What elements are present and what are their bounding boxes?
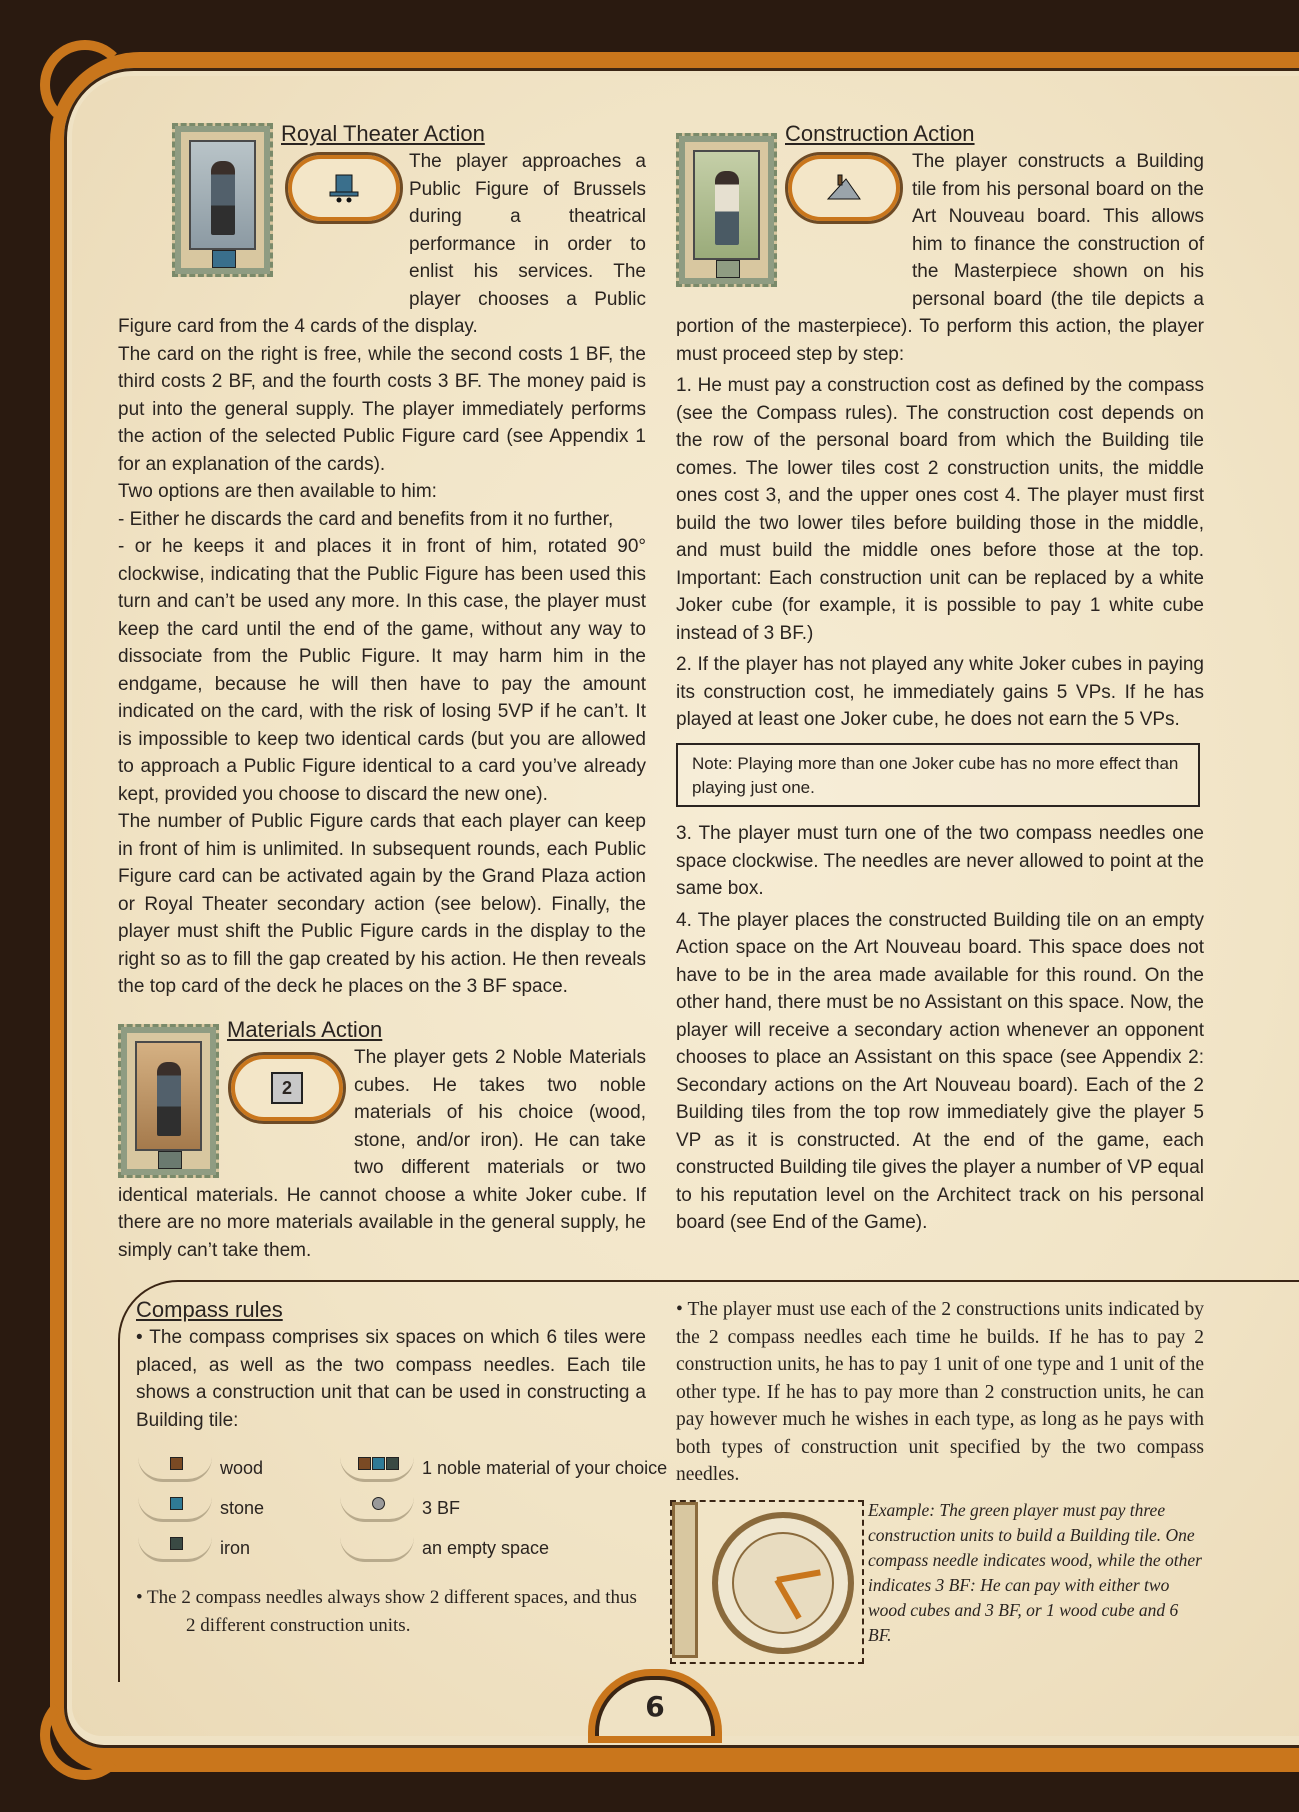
materials-section <box>118 1016 646 1264</box>
construction-steps-cont <box>676 820 1204 1237</box>
construction-section <box>676 120 1204 734</box>
compass-right-text: • The player must use each of the 2 constructions units indicated by the 2 compass needles each time he builds. If he has to pay 2 construction units, he has to pay 1 unit of one type and 1 unit of the other type. If he has to pay more than 2 construction units, he can pay however much he wishes in each type, as long as he pays with both types of construction unit specified by the two compass needles. <box>676 1299 1204 1485</box>
royal-theater-p2: The card on the right is free, while the second costs 1 BF, the third costs 2 BF, and the fourth costs 3 BF. The money paid is put into the general supply. The player immediately performs the action of the selected Public Figure card (see Appendix 1 for an explanation of the cards). <box>118 343 646 475</box>
construction-step-3: 3. The player must turn one of the two compass needles one space clockwise. The needles are never allowed to point at the same box. <box>676 823 1204 899</box>
royal-theater-p4: - Either he discards the card and benefits from it no further, <box>118 508 614 530</box>
royal-theater-section <box>118 120 646 1001</box>
iron-tile-icon <box>138 1537 212 1562</box>
construction-p1: The player constructs a Building tile from his personal board on the Art Nouveau board. This allows him to finance the construction of the Masterpiece shown on his personal board (the tile depicts a portion of the masterpiece). To perform this action, the player must proceed step by step: <box>676 151 1204 365</box>
legend-3bf: 3 BF <box>340 1493 460 1523</box>
royal-theater-p5: - or he keeps it and places it in front of him, rotated 90° clockwise, indicating that the Public Figure has been used this turn and can’t be used any more. In this case, the player must keep the card until the end of the game, without any way to dissociate from the Public Figure. It may harm him in the endgame, because he will then have to pay the amount indicated on the card, with the risk of losing 5VP if he can’t. It is impossible to keep two identical cards (but you are allowed to approach a Public Figure identical to a card you’ve already kept, provided you choose to discard the new one). <box>118 536 646 805</box>
royal-theater-p6: The number of Public Figure cards that each player can keep in front of him is unlimited. In subsequent rounds, each Public Figure card can be activated again by the Grand Plaza action or Royal Theater secondary action (see below). Finally, the player must shift the Public Figure cards in the display to the right so as to fill the gap created by his action. He then reveals the top card of the deck he places on the 3 BF space. <box>118 811 646 997</box>
legend-iron: iron <box>138 1533 250 1563</box>
page-number: 6 <box>645 1690 665 1723</box>
compass-rules-left <box>136 1296 646 1434</box>
compass-example: Example: The green player must pay three construction units to build a Building tile. One compass needle indicates wood, while the other indicates 3 BF: He can pay with either two wood cubes and 3 BF, or 1 wood cube and 6 BF. <box>868 1500 1202 1645</box>
royal-theater-p1: The player approaches a Public Figure of Brussels during a theatrical performance in order to enlist his services. The player chooses a Public Figure card from the 4 cards of the display. <box>118 151 646 337</box>
joker-note-box: Note: Playing more than one Joker cube has no more effect than playing just one. <box>676 743 1200 807</box>
compass-dial-icon <box>712 1512 854 1654</box>
frame-ornament-top <box>40 40 130 130</box>
compass-rules-right <box>676 1296 1204 1489</box>
wood-tile-icon <box>138 1457 212 1482</box>
construction-step-4: 4. The player places the constructed Building tile on an empty Action space on the Art Nouveau board. This space does not have to be in the area made available for this round. On the other hand, there must be no Assistant on this space. Now, the player will receive a secondary action whenever an opponent chooses to place an Assistant on this space (see Appendix 2: Secondary actions on the Art Nouveau board). Each of the 2 Building tiles from the top row immediately give the player 5 VP as it is constructed. At the end of the game, each constructed Building tile gives the player a number of VP equal to his reputation level on the Architect track on his personal board (see End of the Game). <box>676 909 1204 1233</box>
compass-rules-heading: Compass rules <box>136 1297 283 1322</box>
material-cube-icon: 2 <box>271 1072 303 1104</box>
legend-stone: stone <box>138 1493 264 1523</box>
royal-theater-p3: Two options are then available to him: <box>118 481 437 502</box>
compass-needles-note: • The 2 compass needles always show 2 different spaces, and thus 2 different construction units. <box>136 1587 637 1636</box>
compass-intro: • The compass comprises six spaces on which 6 tiles were placed, as well as the two compass needles. Each tile shows a construction unit that can be used in constructing a Building tile: <box>136 1327 646 1431</box>
coin-tile-icon <box>340 1497 414 1522</box>
legend-wood: wood <box>138 1453 263 1483</box>
compass-side-strip <box>672 1502 698 1658</box>
legend-empty: an empty space <box>340 1533 549 1563</box>
construction-step-1: 1. He must pay a construction cost as defined by the compass (see the Compass rules). The construction cost depends on the row of the personal board from which the Building tile comes. The lower tiles cost 2 construction units, the middle ones cost 3, and the upper ones cost 4. The player must first build the two lower tiles before building those in the middle, and must build the middle ones before those at the top. Important: Each construction unit can be replaced by a white Joker cube (for example, it is possible to pay 1 white cube instead of 3 BF.) <box>676 375 1204 644</box>
materials-heading: Materials Action <box>227 1017 383 1042</box>
construction-heading: Construction Action <box>785 121 975 146</box>
noble-material-tile-icon <box>340 1457 414 1482</box>
compass-needle-1 <box>776 1569 820 1583</box>
legend-noble-choice: 1 noble material of your choice <box>340 1453 667 1483</box>
stone-tile-icon <box>138 1497 212 1522</box>
compass-needle-2 <box>774 1579 801 1620</box>
royal-theater-heading: Royal Theater Action <box>281 121 485 146</box>
materials-p1: The player gets 2 Noble Materials cubes. He takes two noble materials of his choice (wood, stone, and/or iron). He can take two different materials or two identical materials. He cannot choose a white Joker cube. If there are no more materials available in the general supply, he simply can’t take them. <box>118 1047 646 1261</box>
construction-step-2: 2. If the player has not played any white Joker cubes in paying its construction cost, he immediately gains 5 VPs. If he has played at least one Joker cube, he does not earn the 5 VPs. <box>676 654 1204 730</box>
empty-tile-icon <box>340 1537 414 1562</box>
frame-ornament-bottom <box>40 1690 130 1780</box>
